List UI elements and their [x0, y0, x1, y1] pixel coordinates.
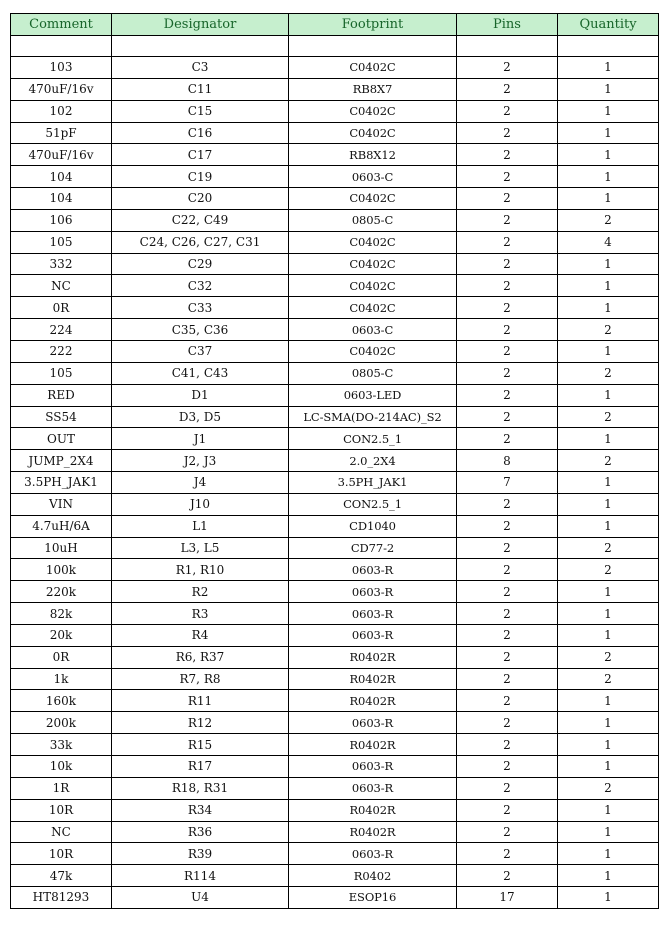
pins-cell: 2	[457, 209, 558, 231]
table-row	[11, 821, 659, 843]
quantity-cell: 1	[558, 297, 659, 319]
designator-cell: C29	[112, 253, 289, 275]
quantity-cell: 1	[558, 799, 659, 821]
pins-cell: 2	[457, 78, 558, 100]
quantity-cell: 1	[558, 712, 659, 734]
designator-cell: R18, R31	[112, 777, 289, 799]
table-row	[11, 450, 659, 472]
footprint-cell: 0805-C	[289, 362, 457, 384]
table-row	[11, 166, 659, 188]
table-row	[11, 472, 659, 494]
pins-cell: 2	[457, 865, 558, 887]
pins-cell: 2	[457, 275, 558, 297]
table-row	[11, 297, 659, 319]
quantity-cell: 1	[558, 166, 659, 188]
quantity-cell: 1	[558, 734, 659, 756]
table-row	[11, 100, 659, 122]
pins-cell: 8	[457, 450, 558, 472]
table-row	[11, 734, 659, 756]
comment-cell: 332	[11, 253, 112, 275]
designator-cell: C15	[112, 100, 289, 122]
footprint-cell: RB8X12	[289, 144, 457, 166]
comment-cell: 105	[11, 362, 112, 384]
pins-cell: 2	[457, 799, 558, 821]
footprint-cell: RB8X7	[289, 78, 457, 100]
comment-cell: 47k	[11, 865, 112, 887]
quantity-cell: 1	[558, 428, 659, 450]
designator-cell: C19	[112, 166, 289, 188]
blank-row	[11, 36, 659, 57]
footprint-cell: 0805-C	[289, 209, 457, 231]
footprint-cell: C0402C	[289, 188, 457, 210]
comment-cell: 103	[11, 57, 112, 79]
table-row	[11, 122, 659, 144]
pins-cell: 2	[457, 690, 558, 712]
designator-cell: C37	[112, 340, 289, 362]
quantity-cell: 1	[558, 887, 659, 909]
pins-cell: 2	[457, 515, 558, 537]
pins-cell: 2	[457, 166, 558, 188]
comment-cell: 220k	[11, 581, 112, 603]
pins-cell: 2	[457, 231, 558, 253]
footprint-cell: CD77-2	[289, 537, 457, 559]
table-row	[11, 646, 659, 668]
table-row	[11, 362, 659, 384]
pins-cell: 2	[457, 188, 558, 210]
quantity-cell: 1	[558, 756, 659, 778]
header-comment: Comment	[11, 14, 112, 36]
header-quantity: Quantity	[558, 14, 659, 36]
designator-cell: R4	[112, 624, 289, 646]
table-row	[11, 275, 659, 297]
quantity-cell: 1	[558, 472, 659, 494]
comment-cell: SS54	[11, 406, 112, 428]
pins-cell: 2	[457, 821, 558, 843]
footprint-cell: R0402R	[289, 668, 457, 690]
designator-cell: C11	[112, 78, 289, 100]
quantity-cell: 1	[558, 624, 659, 646]
designator-cell: J10	[112, 493, 289, 515]
designator-cell: D1	[112, 384, 289, 406]
designator-cell: C3	[112, 57, 289, 79]
quantity-cell: 2	[558, 668, 659, 690]
blank-cell	[289, 36, 457, 57]
quantity-cell: 1	[558, 275, 659, 297]
footprint-cell: CON2.5_1	[289, 493, 457, 515]
quantity-cell: 1	[558, 581, 659, 603]
comment-cell: 200k	[11, 712, 112, 734]
comment-cell: 0R	[11, 297, 112, 319]
footprint-cell: ESOP16	[289, 887, 457, 909]
designator-cell: R6, R37	[112, 646, 289, 668]
designator-cell: U4	[112, 887, 289, 909]
footprint-cell: 0603-C	[289, 319, 457, 341]
pins-cell: 2	[457, 100, 558, 122]
designator-cell: C20	[112, 188, 289, 210]
designator-cell: R15	[112, 734, 289, 756]
table-row	[11, 231, 659, 253]
comment-cell: 3.5PH_JAK1	[11, 472, 112, 494]
quantity-cell: 2	[558, 450, 659, 472]
quantity-cell: 2	[558, 537, 659, 559]
designator-cell: L1	[112, 515, 289, 537]
footprint-cell: LC-SMA(DO-214AC)_S2	[289, 406, 457, 428]
table-row	[11, 559, 659, 581]
blank-cell	[457, 36, 558, 57]
table-row	[11, 756, 659, 778]
pins-cell: 2	[457, 603, 558, 625]
comment-cell: 1k	[11, 668, 112, 690]
footprint-cell: R0402	[289, 865, 457, 887]
comment-cell: 10uH	[11, 537, 112, 559]
blank-cell	[11, 36, 112, 57]
table-row	[11, 690, 659, 712]
bom-body	[11, 36, 659, 909]
footprint-cell: R0402R	[289, 821, 457, 843]
pins-cell: 2	[457, 646, 558, 668]
quantity-cell: 2	[558, 646, 659, 668]
pins-cell: 2	[457, 384, 558, 406]
table-row	[11, 624, 659, 646]
comment-cell: 104	[11, 188, 112, 210]
footprint-cell: 0603-C	[289, 166, 457, 188]
designator-cell: J2, J3	[112, 450, 289, 472]
designator-cell: C35, C36	[112, 319, 289, 341]
footprint-cell: 0603-LED	[289, 384, 457, 406]
comment-cell: OUT	[11, 428, 112, 450]
pins-cell: 2	[457, 843, 558, 865]
footprint-cell: 0603-R	[289, 559, 457, 581]
pins-cell: 2	[457, 624, 558, 646]
footprint-cell: 0603-R	[289, 581, 457, 603]
footprint-cell: C0402C	[289, 231, 457, 253]
quantity-cell: 1	[558, 144, 659, 166]
footprint-cell: R0402R	[289, 646, 457, 668]
bom-table	[10, 13, 659, 909]
table-row	[11, 537, 659, 559]
pins-cell: 2	[457, 340, 558, 362]
footprint-cell: C0402C	[289, 253, 457, 275]
comment-cell: 470uF/16v	[11, 144, 112, 166]
pins-cell: 2	[457, 668, 558, 690]
table-row	[11, 428, 659, 450]
table-row	[11, 887, 659, 909]
quantity-cell: 1	[558, 384, 659, 406]
blank-cell	[112, 36, 289, 57]
designator-cell: R3	[112, 603, 289, 625]
comment-cell: 33k	[11, 734, 112, 756]
footprint-cell: CON2.5_1	[289, 428, 457, 450]
footprint-cell: 0603-R	[289, 756, 457, 778]
footprint-cell: 0603-R	[289, 603, 457, 625]
quantity-cell: 1	[558, 188, 659, 210]
comment-cell: 104	[11, 166, 112, 188]
pins-cell: 2	[457, 581, 558, 603]
designator-cell: R12	[112, 712, 289, 734]
pins-cell: 2	[457, 319, 558, 341]
pins-cell: 17	[457, 887, 558, 909]
table-row	[11, 209, 659, 231]
quantity-cell: 4	[558, 231, 659, 253]
quantity-cell: 1	[558, 122, 659, 144]
pins-cell: 7	[457, 472, 558, 494]
table-row	[11, 188, 659, 210]
quantity-cell: 1	[558, 57, 659, 79]
comment-cell: 10R	[11, 799, 112, 821]
footprint-cell: C0402C	[289, 275, 457, 297]
table-row	[11, 78, 659, 100]
quantity-cell: 1	[558, 515, 659, 537]
table-row	[11, 668, 659, 690]
footprint-cell: C0402C	[289, 57, 457, 79]
designator-cell: R36	[112, 821, 289, 843]
comment-cell: 20k	[11, 624, 112, 646]
designator-cell: R2	[112, 581, 289, 603]
footprint-cell: 3.5PH_JAK1	[289, 472, 457, 494]
pins-cell: 2	[457, 428, 558, 450]
quantity-cell: 2	[558, 319, 659, 341]
quantity-cell: 1	[558, 690, 659, 712]
quantity-cell: 2	[558, 777, 659, 799]
designator-cell: C24, C26, C27, C31	[112, 231, 289, 253]
comment-cell: 0R	[11, 646, 112, 668]
comment-cell: 222	[11, 340, 112, 362]
table-row	[11, 515, 659, 537]
footprint-cell: C0402C	[289, 100, 457, 122]
table-row	[11, 406, 659, 428]
designator-cell: R7, R8	[112, 668, 289, 690]
designator-cell: C41, C43	[112, 362, 289, 384]
footprint-cell: 0603-R	[289, 624, 457, 646]
quantity-cell: 1	[558, 340, 659, 362]
designator-cell: R11	[112, 690, 289, 712]
footprint-cell: C0402C	[289, 297, 457, 319]
footprint-cell: 2.0_2X4	[289, 450, 457, 472]
footprint-cell: R0402R	[289, 734, 457, 756]
quantity-cell: 1	[558, 603, 659, 625]
table-row	[11, 799, 659, 821]
header-designator: Designator	[112, 14, 289, 36]
header-row	[11, 14, 659, 36]
designator-cell: C16	[112, 122, 289, 144]
pins-cell: 2	[457, 362, 558, 384]
quantity-cell: 2	[558, 559, 659, 581]
designator-cell: C22, C49	[112, 209, 289, 231]
pins-cell: 2	[457, 297, 558, 319]
table-row	[11, 581, 659, 603]
quantity-cell: 1	[558, 843, 659, 865]
designator-cell: J4	[112, 472, 289, 494]
table-row	[11, 253, 659, 275]
comment-cell: 102	[11, 100, 112, 122]
table-row	[11, 144, 659, 166]
designator-cell: R34	[112, 799, 289, 821]
comment-cell: 160k	[11, 690, 112, 712]
designator-cell: L3, L5	[112, 537, 289, 559]
pins-cell: 2	[457, 144, 558, 166]
comment-cell: 106	[11, 209, 112, 231]
comment-cell: 100k	[11, 559, 112, 581]
designator-cell: C17	[112, 144, 289, 166]
comment-cell: NC	[11, 821, 112, 843]
comment-cell: 10k	[11, 756, 112, 778]
header-pins: Pins	[457, 14, 558, 36]
table-row	[11, 57, 659, 79]
designator-cell: C32	[112, 275, 289, 297]
table-row	[11, 493, 659, 515]
designator-cell: D3, D5	[112, 406, 289, 428]
comment-cell: 4.7uH/6A	[11, 515, 112, 537]
quantity-cell: 2	[558, 209, 659, 231]
blank-cell	[558, 36, 659, 57]
footprint-cell: C0402C	[289, 122, 457, 144]
table-row	[11, 843, 659, 865]
footprint-cell: R0402R	[289, 799, 457, 821]
comment-cell: 470uF/16v	[11, 78, 112, 100]
pins-cell: 2	[457, 756, 558, 778]
designator-cell: R17	[112, 756, 289, 778]
table-row	[11, 712, 659, 734]
pins-cell: 2	[457, 122, 558, 144]
footprint-cell: 0603-R	[289, 777, 457, 799]
comment-cell: HT81293	[11, 887, 112, 909]
table-row	[11, 319, 659, 341]
quantity-cell: 1	[558, 78, 659, 100]
pins-cell: 2	[457, 537, 558, 559]
pins-cell: 2	[457, 777, 558, 799]
quantity-cell: 1	[558, 253, 659, 275]
quantity-cell: 1	[558, 493, 659, 515]
designator-cell: J1	[112, 428, 289, 450]
designator-cell: R114	[112, 865, 289, 887]
designator-cell: R39	[112, 843, 289, 865]
designator-cell: R1, R10	[112, 559, 289, 581]
comment-cell: 1R	[11, 777, 112, 799]
footprint-cell: 0603-R	[289, 712, 457, 734]
header-footprint: Footprint	[289, 14, 457, 36]
table-row	[11, 384, 659, 406]
pins-cell: 2	[457, 406, 558, 428]
designator-cell: C33	[112, 297, 289, 319]
comment-cell: NC	[11, 275, 112, 297]
pins-cell: 2	[457, 712, 558, 734]
footprint-cell: C0402C	[289, 340, 457, 362]
comment-cell: VIN	[11, 493, 112, 515]
comment-cell: 224	[11, 319, 112, 341]
footprint-cell: R0402R	[289, 690, 457, 712]
pins-cell: 2	[457, 493, 558, 515]
footprint-cell: 0603-R	[289, 843, 457, 865]
quantity-cell: 1	[558, 821, 659, 843]
quantity-cell: 2	[558, 362, 659, 384]
comment-cell: JUMP_2X4	[11, 450, 112, 472]
comment-cell: 82k	[11, 603, 112, 625]
table-row	[11, 865, 659, 887]
comment-cell: 10R	[11, 843, 112, 865]
comment-cell: 51pF	[11, 122, 112, 144]
comment-cell: 105	[11, 231, 112, 253]
pins-cell: 2	[457, 253, 558, 275]
quantity-cell: 1	[558, 100, 659, 122]
comment-cell: RED	[11, 384, 112, 406]
table-row	[11, 340, 659, 362]
footprint-cell: CD1040	[289, 515, 457, 537]
table-row	[11, 603, 659, 625]
pins-cell: 2	[457, 57, 558, 79]
quantity-cell: 1	[558, 865, 659, 887]
pins-cell: 2	[457, 559, 558, 581]
pins-cell: 2	[457, 734, 558, 756]
quantity-cell: 2	[558, 406, 659, 428]
table-row	[11, 777, 659, 799]
